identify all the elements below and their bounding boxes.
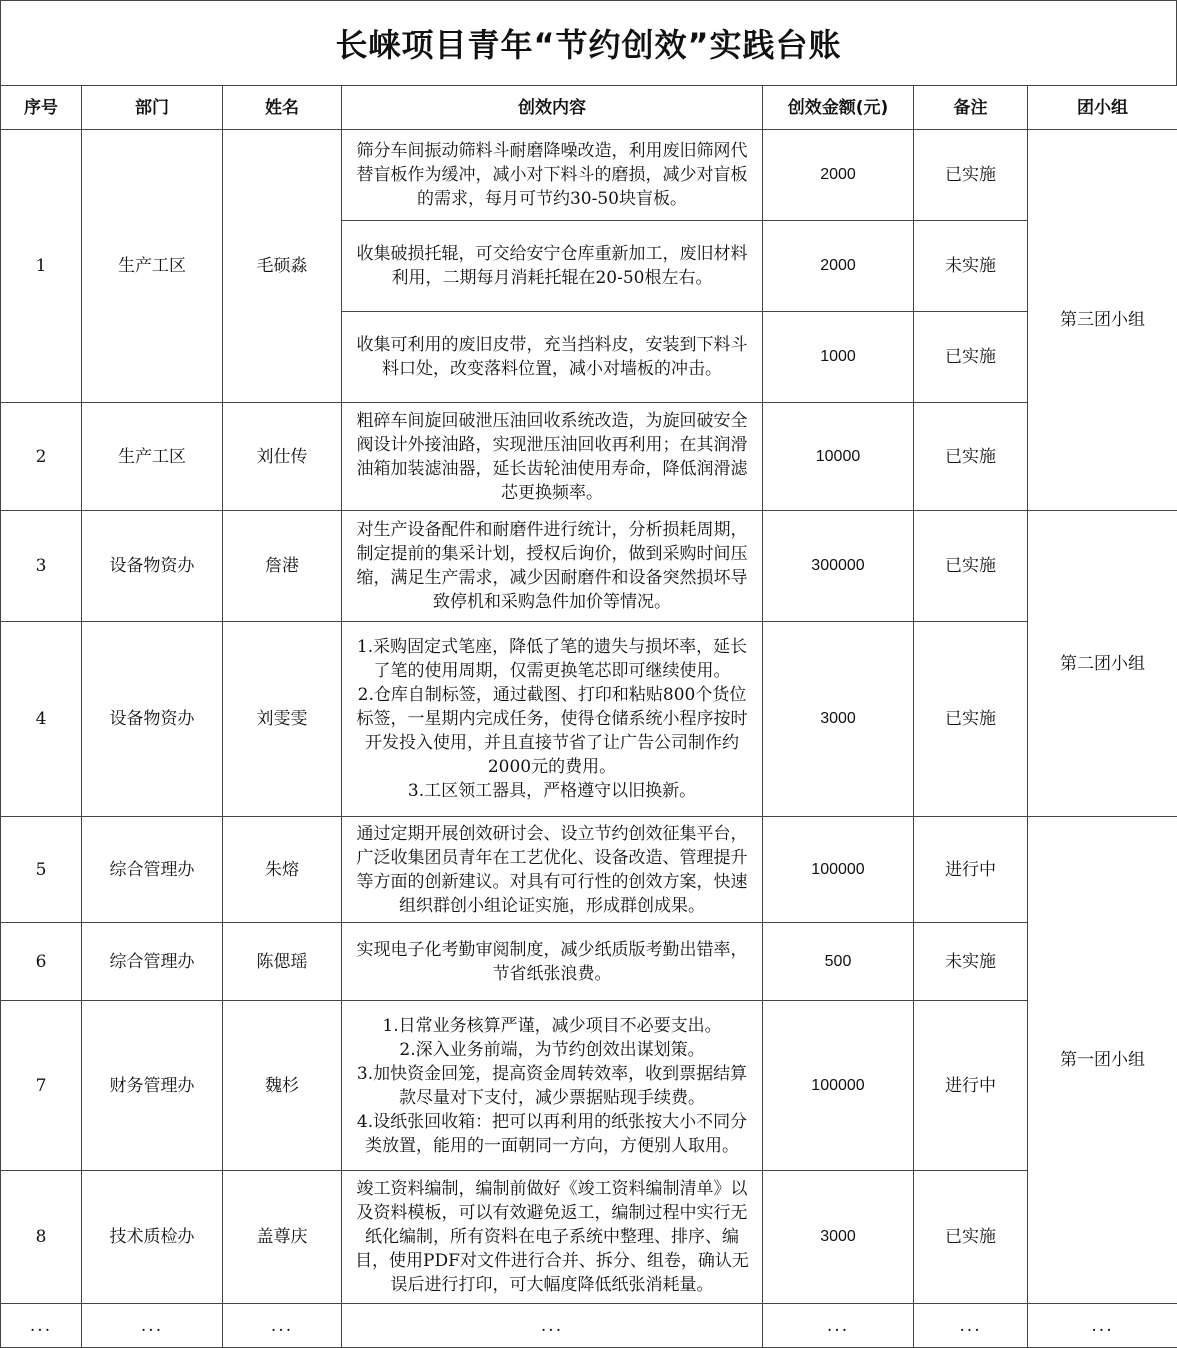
- cell-content: 竣工资料编制，编制前做好《竣工资料编制清单》以 及资料模板，可以有效避免返工，编制过程中实行无 纸化编制，所有资料在电子系统中整理、排序、编 目，使用PDF对文件进行合并、拆分、组卷，确认无 误后进行打印，可大幅度降低纸张消耗量。: [342, 1171, 763, 1304]
- cell-note: 已实施: [914, 622, 1028, 817]
- ellipsis-row: [1, 1304, 1177, 1348]
- cell-seq: 3: [1, 511, 82, 622]
- cell-note: 已实施: [914, 312, 1028, 403]
- cell-amount: 500: [763, 923, 914, 1001]
- cell-note: 进行中: [914, 817, 1028, 923]
- cell-dept: 设备物资办: [82, 511, 223, 622]
- header-amount: 创效金额(元): [763, 86, 914, 130]
- cell-seq: 4: [1, 622, 82, 817]
- header-row: [1, 86, 1177, 130]
- cell-note: 已实施: [914, 511, 1028, 622]
- cell-amount: 300000: [763, 511, 914, 622]
- header-group: 团小组: [1028, 86, 1177, 130]
- table-row: [1, 511, 1177, 622]
- cell-name: 朱熔: [223, 817, 342, 923]
- cell-content: 粗碎车间旋回破泄压油回收系统改造，为旋回破安全 阀设计外接油路，实现泄压油回收再利用；在其润滑 油箱加装滤油器，延长齿轮油使用寿命，降低润滑滤 芯更换频率。: [342, 403, 763, 511]
- cell-amount: 10000: [763, 403, 914, 511]
- cell-seq: 7: [1, 1001, 82, 1171]
- table-row: [1, 817, 1177, 923]
- cell-name: 詹港: [223, 511, 342, 622]
- cell-amount: 100000: [763, 1001, 914, 1171]
- cell-note: 进行中: [914, 1001, 1028, 1171]
- header-note: 备注: [914, 86, 1028, 130]
- header-dept: 部门: [82, 86, 223, 130]
- cell-content: 筛分车间振动筛料斗耐磨降噪改造，利用废旧筛网代 替盲板作为缓冲，减小对下料斗的磨损，减少对盲板 的需求，每月可节约30-50块盲板。: [342, 130, 763, 221]
- cell-amount: 2000: [763, 221, 914, 312]
- table-row: [1, 130, 1177, 221]
- cell-seq: 5: [1, 817, 82, 923]
- cell-content: 1.日常业务核算严谨，减少项目不必要支出。 2.深入业务前端，为节约创效出谋划策。 3.加快资金回笼，提高资金周转效率，收到票据结算 款尽量对下支付，减少票据贴现手续费。 4.设纸张回收箱：把可以再利用的纸张按大小不同分 类放置，能用的一面朝同一方向，方便别人取用。: [342, 1001, 763, 1171]
- header-seq: 序号: [1, 86, 82, 130]
- cell-dept: 生产工区: [82, 130, 223, 403]
- table-row: [1, 1001, 1177, 1171]
- cell-content: 通过定期开展创效研讨会、设立节约创效征集平台， 广泛收集团员青年在工艺优化、设备改造、管理提升 等方面的创新建议。对具有可行性的创效方案，快速 组织群创小组论证实施，形成群创成果。: [342, 817, 763, 923]
- cell-dept: 技术质检办: [82, 1171, 223, 1304]
- ellipsis-cell: ...: [223, 1304, 342, 1348]
- cell-group: 第一团小组: [1028, 817, 1177, 1304]
- ellipsis-cell: ...: [914, 1304, 1028, 1348]
- cell-note: 已实施: [914, 130, 1028, 221]
- cell-seq: 6: [1, 923, 82, 1001]
- cell-name: 陈偲瑶: [223, 923, 342, 1001]
- cell-amount: 100000: [763, 817, 914, 923]
- cell-amount: 3000: [763, 622, 914, 817]
- ledger-table: [0, 85, 1177, 1348]
- cell-content: 实现电子化考勤审阅制度，减少纸质版考勤出错率， 节省纸张浪费。: [342, 923, 763, 1001]
- cell-dept: 综合管理办: [82, 817, 223, 923]
- table-row: [1, 622, 1177, 817]
- cell-group: 第三团小组: [1028, 130, 1177, 511]
- ellipsis-cell: ...: [1028, 1304, 1177, 1348]
- table-row: [1, 923, 1177, 1001]
- cell-seq: 2: [1, 403, 82, 511]
- header-content: 创效内容: [342, 86, 763, 130]
- cell-seq: 1: [1, 130, 82, 403]
- cell-seq: 8: [1, 1171, 82, 1304]
- cell-dept: 财务管理办: [82, 1001, 223, 1171]
- cell-amount: 2000: [763, 130, 914, 221]
- ellipsis-cell: ...: [1, 1304, 82, 1348]
- cell-name: 盖尊庆: [223, 1171, 342, 1304]
- cell-dept: 综合管理办: [82, 923, 223, 1001]
- ellipsis-cell: ...: [342, 1304, 763, 1348]
- cell-group: 第二团小组: [1028, 511, 1177, 817]
- cell-content: 收集可利用的废旧皮带，充当挡料皮，安装到下料斗 料口处，改变落料位置，减小对墙板的冲击。: [342, 312, 763, 403]
- header-name: 姓名: [223, 86, 342, 130]
- cell-name: 刘雯雯: [223, 622, 342, 817]
- table-row: [1, 403, 1177, 511]
- cell-amount: 3000: [763, 1171, 914, 1304]
- cell-name: 毛硕淼: [223, 130, 342, 403]
- cell-name: 刘仕传: [223, 403, 342, 511]
- cell-note: 已实施: [914, 1171, 1028, 1304]
- cell-note: 已实施: [914, 403, 1028, 511]
- cell-content: 对生产设备配件和耐磨件进行统计，分析损耗周期， 制定提前的集采计划，授权后询价，做到采购时间压 缩，满足生产需求，减少因耐磨件和设备突然损坏导 致停机和采购急件加价等情况。: [342, 511, 763, 622]
- cell-dept: 设备物资办: [82, 622, 223, 817]
- cell-name: 魏杉: [223, 1001, 342, 1171]
- cell-dept: 生产工区: [82, 403, 223, 511]
- cell-note: 未实施: [914, 221, 1028, 312]
- cell-content: 1.采购固定式笔座，降低了笔的遗失与损坏率，延长 了笔的使用周期，仅需更换笔芯即可继续使用。 2.仓库自制标签，通过截图、打印和粘贴800个货位 标签，一星期内完成任务，使得仓储系统小程序按时 开发投入使用，并且直接节省了让广告公司制作约 2000元的费用。 3.工区领工器具，严格遵守以旧换新。: [342, 622, 763, 817]
- ellipsis-cell: ...: [82, 1304, 223, 1348]
- cell-content: 收集破损托辊，可交给安宁仓库重新加工，废旧材料 利用，二期每月消耗托辊在20-50根左右。: [342, 221, 763, 312]
- cell-amount: 1000: [763, 312, 914, 403]
- table-row: [1, 1171, 1177, 1304]
- cell-note: 未实施: [914, 923, 1028, 1001]
- sheet-title: 长崃项目青年“节约创效”实践台账: [0, 0, 1177, 85]
- ellipsis-cell: ...: [763, 1304, 914, 1348]
